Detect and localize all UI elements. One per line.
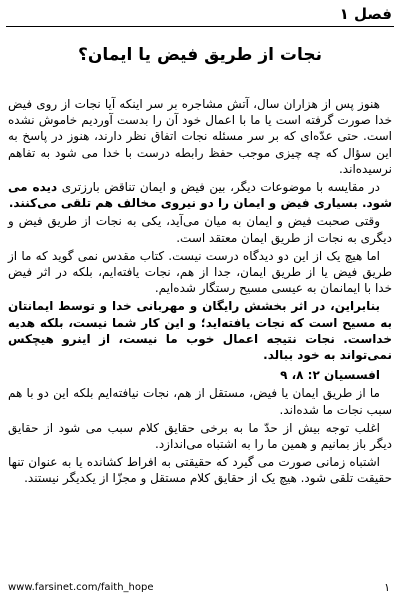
paragraph-2	[8, 179, 392, 211]
paragraph-6: ما از طریق ایمان یا فیض، مستقل از هم، نجات نیافته‌ایم بلکه این دو با هم سبب نجات ما شده‌اند.	[8, 386, 392, 417]
body-text	[8, 96, 392, 489]
paragraph-4: اما هیچ یک از این دو دیدگاه درست نیست. کتاب مقدس نمی گوید که ما از طریق فیض یا از طریق ایمان، جدا از هم، نجات یافته‌ایم، بلکه در اثر فیض خدا با ایمانمان به عیسی مسیح رستگار شده‌ایم.	[8, 248, 392, 296]
scripture-quote-text: بنابراین، در اثر بخشش رایگان و مهربانی خدا و توسط ایمانتان به مسیح است که نجات یافته‌اید؛ و این کار شما نیست، بلکه هدیه خداست. نجات نتیجه اعمال خوب ما نیست، از اینرو هیچکس نمی‌تواند به خود ببالد.	[8, 299, 392, 363]
chapter-header	[6, 4, 394, 27]
paragraph-2-text: در مقایسه با موضوعات دیگر، بین فیض و ایمان تناقض بارزتری	[57, 180, 380, 195]
chapter-label: فصل ۱	[339, 5, 392, 23]
page-title: نجات از طریق فیض یا ایمان؟	[78, 45, 322, 65]
page-number: ۱	[384, 581, 390, 594]
paragraph-2-bold: دیده می شود. بسیاری فیض و ایمان را دو نیروی مخالف هم تلقی می‌کنند.	[8, 180, 392, 211]
document-page	[6, 4, 394, 596]
paragraph-7: اغلب توجه بیش از حدّ ما به برخی حقایق کلام سبب می شود از حقایق دیگر باز بمانیم و همین ما را به اشتباه می‌اندازد.	[8, 420, 392, 452]
scripture-reference: افسسیان ۲: ۸، ۹	[280, 368, 380, 383]
paragraph-1: هنوز پس از هزاران سال، آتش مشاجره بر سر اینکه آیا نجات از روی فیض خدا صورت گرفته است یا ما با اعمال خود آن را بدست آوردیم خاموش نشده است. حتی عدّه‌ای که بر سر مسئله نجات اتفاق نظر دارند، هنوز در پاسخ به این سؤال که چه چیزی موجب حفظ رابطه درست با خدا می شود به تفاهم نرسیده‌اند.	[8, 97, 392, 176]
paragraph-8: اشتباه زمانی صورت می گیرد که حقیقتی به افراط کشانده یا به عنوان تنها حقیقت تلقی شود. هیچ یک از حقایق کلام مستقل و مجزّا از یکدیگر نیستند.	[8, 455, 392, 486]
footer-url: www.farsinet.com/faith_hope	[8, 582, 154, 593]
scripture-quote	[8, 298, 392, 363]
paragraph-3: وقتی صحبت فیض و ایمان به میان می‌آید، یکی به نجات از طریق فیض و دیگری به نجات از طریق ایمان معتقد است.	[8, 214, 392, 245]
